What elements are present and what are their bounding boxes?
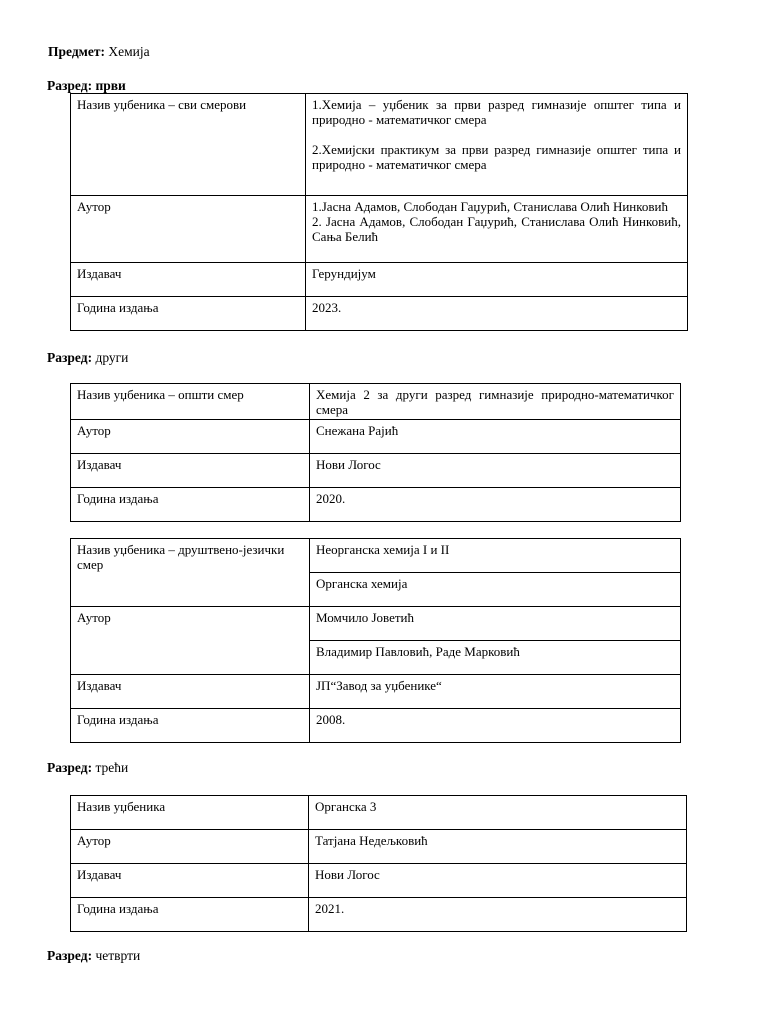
grade3-heading (47, 760, 128, 776)
table-row (71, 675, 681, 709)
author-2: 2. Јасна Адамов, Слободан Гаџурић, Станислава Олић Нинковић, Сања Белић (312, 214, 681, 244)
table-row (71, 864, 687, 898)
grade2-general-table (70, 383, 681, 522)
author-value: Татјана Недељковић (309, 830, 687, 864)
textbook-1: Неорганска хемија I и II (310, 539, 681, 573)
publisher-value: Герундијум (306, 263, 688, 297)
year-label: Година издања (71, 297, 306, 331)
subject-heading (48, 44, 150, 60)
table-row (71, 297, 688, 331)
table-row (71, 263, 688, 297)
textbook-label: Назив уџбеника – сви смерови (71, 94, 306, 196)
author-1: 1.Јасна Адамов, Слободан Гаџурић, Станислава Олић Нинковић (312, 199, 669, 214)
publisher-label: Издавач (71, 263, 306, 297)
grade4-heading (47, 948, 140, 964)
table-row (71, 454, 681, 488)
author-value (306, 196, 688, 263)
author-label: Аутор (71, 830, 309, 864)
subject-label: Предмет: (48, 44, 105, 59)
textbook-value (306, 94, 688, 196)
grade2-value: други (92, 350, 129, 365)
year-value: 2020. (310, 488, 681, 522)
grade1-heading (47, 78, 126, 94)
grade2-social-table (70, 538, 681, 743)
publisher-value: Нови Логос (310, 454, 681, 488)
grade1-table (70, 93, 688, 331)
textbook-value: Хемија 2 за други разред гимназије природно-математичког смера (310, 384, 681, 420)
publisher-label: Издавач (71, 454, 310, 488)
year-value: 2008. (310, 709, 681, 743)
author-2: Владимир Павловић, Раде Марковић (310, 641, 681, 675)
textbook-2: Органска хемија (310, 573, 681, 607)
table-row (71, 94, 688, 196)
grade4-value: четврти (92, 948, 141, 963)
table-row (71, 898, 687, 932)
publisher-label: Издавач (71, 675, 310, 709)
textbook-label: Назив уџбеника – општи смер (71, 384, 310, 420)
table-row (71, 709, 681, 743)
grade2-heading (47, 350, 128, 366)
table-row (71, 420, 681, 454)
year-label: Година издања (71, 488, 310, 522)
textbook-1: 1.Хемија – уџбеник за први разред гимназије општег типа и природно - математичког смера (312, 97, 681, 127)
publisher-value: ЈП“Завод за уџбенике“ (310, 675, 681, 709)
publisher-value: Нови Логос (309, 864, 687, 898)
table-row (71, 830, 687, 864)
table-row (71, 607, 681, 641)
grade3-value: трећи (92, 760, 129, 775)
publisher-label: Издавач (71, 864, 309, 898)
author-label: Аутор (71, 607, 310, 675)
table-row (71, 488, 681, 522)
textbook-label: Назив уџбеника (71, 796, 309, 830)
textbook-value: Органска 3 (309, 796, 687, 830)
grade2-label: Разред: (47, 350, 93, 365)
author-label: Аутор (71, 196, 306, 263)
grade4-label: Разред: (47, 948, 93, 963)
table-row (71, 539, 681, 573)
table-row (71, 196, 688, 263)
year-label: Година издања (71, 898, 309, 932)
year-value: 2023. (306, 297, 688, 331)
year-label: Година издања (71, 709, 310, 743)
author-value: Снежана Рајић (310, 420, 681, 454)
grade3-table (70, 795, 687, 932)
textbook-2: 2.Хемијски практикум за први разред гимназије општег типа и природно - математичког смера (312, 142, 681, 172)
subject-value: Хемија (104, 44, 150, 59)
grade1-label: Разред: први (47, 78, 126, 93)
year-value: 2021. (309, 898, 687, 932)
textbook-label: Назив уџбеника – друштвено-језички смер (71, 539, 310, 607)
author-label: Аутор (71, 420, 310, 454)
grade3-label: Разред: (47, 760, 93, 775)
table-row (71, 384, 681, 420)
author-1: Момчило Јоветић (310, 607, 681, 641)
table-row (71, 796, 687, 830)
